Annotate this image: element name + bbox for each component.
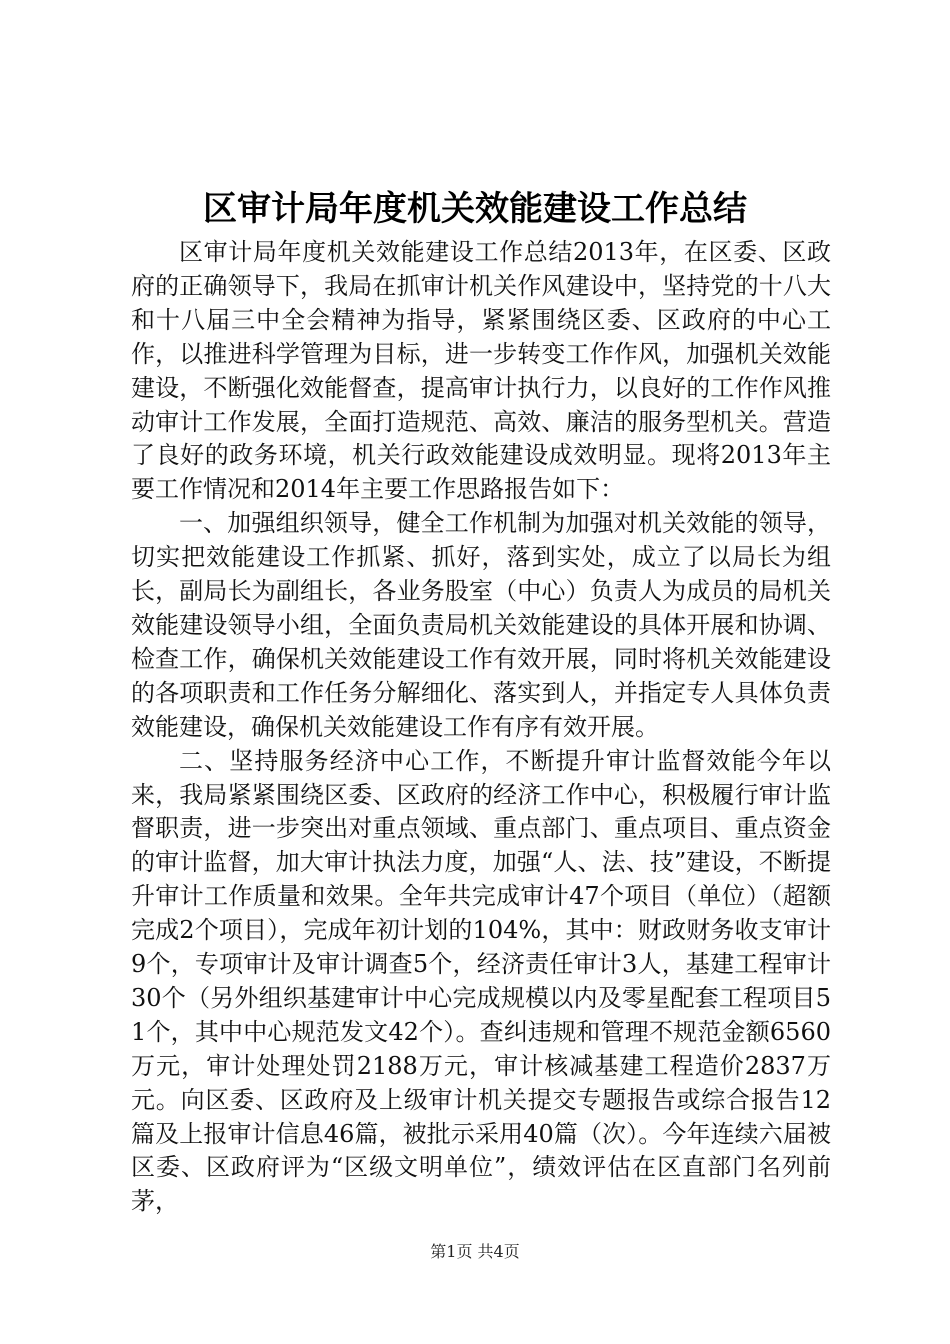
paragraph-section-2: 二、坚持服务经济中心工作，不断提升审计监督效能今年以来，我局紧紧围绕区委、区政府的经济工作中心，积极履行审计监督职责，进一步突出对重点领域、重点部门、重点项目、重点资金的审计监督，加大审计执法力度，加强“人、法、技”建设，不断提升审计工作质量和效果。全年共完成审计47个项目（单位）（超额完成2个项目），完成年初计划的104%，其中：财政财务收支审计9个，专项审计及审计调查5个，经济责任审计3人，基建工程审计30个（另外组织基建审计中心完成规模以内及零星配套工程项目51个，其中中心规范发文42个）。查纠违规和管理不规范金额6560万元，审计处理处罚2188万元，审计核减基建工程造价2837万元。向区委、区政府及上级审计机关提交专题报告或综合报告12篇及上报审计信息46篇，被批示采用40篇（次）。今年连续六届被区委、区政府评为“区级文明单位”，绩效评估在区直部门名列前茅， — [131, 746, 831, 1216]
document-title: 区审计局年度机关效能建设工作总结 — [203, 189, 747, 229]
page-number: 第1页 共4页 — [430, 1242, 520, 1261]
paragraph-section-1: 一、加强组织领导，健全工作机制为加强对机关效能的领导，切实把效能建设工作抓紧、抓好，落到实处，成立了以局长为组长，副局长为副组长，各业务股室（中心）负责人为成员的局机关效能建设领导小组，全面负责局机关效能建设的具体开展和协调、检查工作，确保机关效能建设工作有效开展，同时将机关效能建设的各项职责和工作任务分解细化、落实到人，并指定专人具体负责效能建设，确保机关效能建设工作有序有效开展。 — [131, 509, 831, 741]
paragraph-intro: 区审计局年度机关效能建设工作总结2013年，在区委、区政府的正确领导下，我局在抓审计机关作风建设中，坚持党的十八大和十八届三中全会精神为指导，紧紧围绕区委、区政府的中心工作，以推进科学管理为目标，进一步转变工作作风，加强机关效能建设，不断强化效能督查，提高审计执行力，以良好的工作作风推动审计工作发展，全面打造规范、高效、廉洁的服务型机关。营造了良好的政务环境，机关行政效能建设成效明显。现将2013年主要工作情况和2014年主要工作思路报告如下： — [131, 238, 831, 504]
document-body — [131, 236, 831, 1219]
